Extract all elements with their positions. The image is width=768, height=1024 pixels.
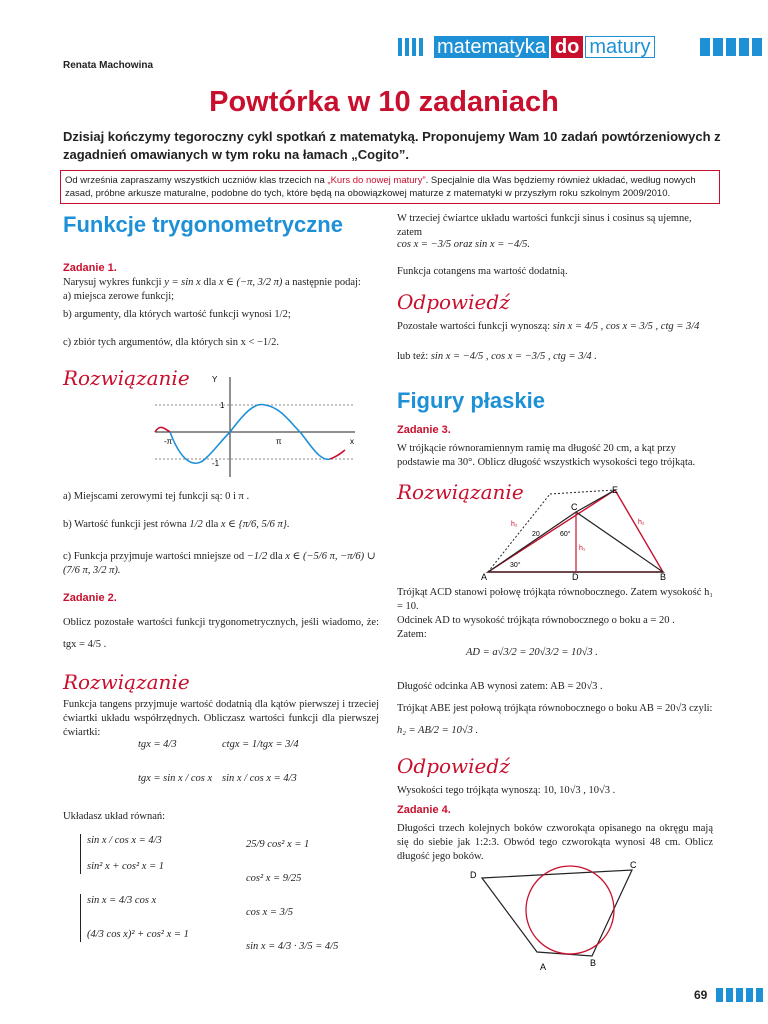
zadanie-4-label: Zadanie 4. <box>397 804 451 816</box>
odp-3-text: Wysokości tego trójkąta wynoszą: 10, 10√3 , 10√3 . <box>397 785 616 796</box>
zadanie-2-solution: Funkcja tangens przyjmuje wartość dodatnią dla kątów pierwszej i trzeciej ćwiartki układu współrzędnych. Obliczasz wartości funkcji dla pierwszej ćwiartki: <box>63 699 379 738</box>
notice-link: „Kurs do nowej matury” <box>327 175 426 186</box>
graph-y-label: Y <box>212 375 218 384</box>
q3-intro: W trzeciej ćwiartce układu wartości funkcji sinus i cosinus są ujemne, zatem <box>397 213 692 238</box>
svg-text:E: E <box>612 485 619 495</box>
intro-text: Dzisiaj kończymy tegoroczny cykl spotkań z matematyką. Proponujemy Wam 10 zadań powtórzeniowych z zagadnień omawianych w tym roku na łamach „Cogito”. <box>63 129 721 162</box>
eq-tgx-def: tgx = sin x / cos x <box>138 773 213 784</box>
svg-text:A: A <box>481 572 488 582</box>
odpowiedz-1: Odpowiedź <box>397 290 510 314</box>
system-1: sin x / cos x = 4/3 sin² x + cos² x = 1 <box>80 834 164 874</box>
rozwiazanie-1: Rozwiązanie <box>63 366 190 390</box>
result-3: cos x = 3/5 <box>246 907 294 918</box>
inscribed-circle <box>526 866 614 954</box>
zadanie-2-label: Zadanie 2. <box>63 592 117 604</box>
q3-cot: Funkcja cotangens ma wartość dodatnią. <box>397 266 568 277</box>
rozwiazanie-2: Rozwiązanie <box>63 670 190 694</box>
page-number: 69 <box>694 988 708 1002</box>
svg-text:A: A <box>540 962 547 972</box>
graph-minus-one: -1 <box>212 459 220 468</box>
z3-solution: Trójkąt ACD stanowi połowę trójkąta równobocznego. Zatem wysokość h₁ = 10. Odcinek AD to wysokość trójkąta równobocznego o boku a = 20 . Zatem: <box>397 587 713 640</box>
uklad-label: Układasz układ równań: <box>63 811 166 822</box>
odpowiedz-3: Odpowiedź <box>397 754 510 778</box>
brand-matematyka: matematyka <box>434 36 549 58</box>
result-2: cos² x = 9/25 <box>246 873 302 884</box>
answers-z1: a) Miejscami zerowymi tej funkcji są: 0 i π . b) Wartość funkcji jest równa 1/2 dla x ∈ {π/6, 5/6 π}. c) Funkcja przyjmuje wartości mniejsze od −1/2 dla x ∈ (−5/6 π, −π/6) ∪ (7/6 π, 3/2 π). <box>63 491 376 576</box>
svg-text:B: B <box>660 572 667 582</box>
triangle-figure <box>478 484 678 582</box>
svg-text:60°: 60° <box>560 531 571 538</box>
rozwiazanie-3: Rozwiązanie <box>397 480 524 504</box>
result-4: sin x = 4/3 · 3/5 = 4/5 <box>246 941 339 952</box>
z3-ad-equation: AD = a√3/2 = 20√3/2 = 10√3 . <box>466 647 598 658</box>
zadanie-3-text: W trójkącie równoramiennym ramię ma długość 20 cm, a kąt przy podstawie ma 30°. Oblicz długość wszystkich wysokości tego trójkąta. <box>397 443 696 468</box>
svg-text:D: D <box>572 572 579 582</box>
sine-graph <box>150 372 370 482</box>
svg-text:D: D <box>470 870 477 880</box>
odp-1-line: Pozostałe wartości funkcji wynoszą: sin x = 4/5 , cos x = 3/5 , ctg = 3/4 <box>397 321 700 332</box>
page-title: Powtórka w 10 zadaniach <box>209 86 559 118</box>
brand-logo <box>434 36 655 58</box>
notice-after: . Specjalnie dla Was będziemy również układać, według nowych zasad, próbne arkusze maturalne, podobne do tych, które będą na obowiązkowej maturze z matematyki w przyszłym roku szkolnym 2009/2010. <box>65 175 696 199</box>
odp-2-line: lub też: sin x = −4/5 , cos x = −3/5 , ctg = 3/4 . <box>397 351 597 362</box>
graph-x-label: x <box>350 437 354 446</box>
svg-text:C: C <box>571 502 578 512</box>
system-2: sin x = 4/3 cos x (4/3 cos x)² + cos² x = 1 <box>80 894 189 942</box>
graph-pi: π <box>276 437 282 446</box>
eq-ratio: sin x / cos x = 4/3 <box>222 773 297 784</box>
height-h2 <box>488 494 550 572</box>
svg-text:20: 20 <box>532 531 540 538</box>
q3-equation: cos x = −3/5 oraz sin x = −4/5. <box>397 239 531 250</box>
svg-text:B: B <box>590 958 597 968</box>
zadanie-3-label: Zadanie 3. <box>397 424 451 436</box>
result-1: 25/9 cos² x = 1 <box>246 839 310 850</box>
svg-text:30°: 30° <box>510 562 521 569</box>
eq-tgx: tgx = 4/3 <box>138 739 177 750</box>
header-decor-bars <box>398 38 432 56</box>
graph-minus-pi: -π <box>164 437 173 446</box>
quadrilateral-figure <box>462 858 652 976</box>
z3-abe: Trójkąt ABE jest połową trójkąta równobocznego o boku AB = 20√3 czyli: <box>397 703 713 714</box>
zadanie-2-text: Oblicz pozostałe wartości funkcji trygonometrycznych, jeśli wiadomo, że: tgx = 4/5 . <box>63 617 379 650</box>
header-decor-bars-right <box>700 38 764 56</box>
svg-text:h₂: h₂ <box>638 519 645 526</box>
z3-ab: Długość odcinka AB wynosi zatem: AB = 20√3 . <box>397 681 603 692</box>
author-name: Renata Machowina <box>63 60 154 71</box>
footer-decor-bars <box>716 988 764 1002</box>
svg-text:h₂: h₂ <box>511 521 518 528</box>
brand-matury: matury <box>585 36 654 58</box>
z3-h2: h₂ = AB/2 = 10√3 . <box>397 725 479 736</box>
sine-curve <box>170 404 330 463</box>
svg-text:C: C <box>630 860 637 870</box>
zadanie-1-text: Narysuj wykres funkcji y = sin x dla x ∈ (−π, 3/2 π) a następnie podaj: a) miejsca zerowe funkcji; b) argumenty, dla których wartość funkcji wynosi 1/2; c) zbiór tych argumentów, dla których sin x < −1/2. <box>63 277 361 348</box>
zadanie-1-label: Zadanie 1. <box>63 262 117 274</box>
quadrilateral <box>482 870 632 956</box>
graph-one: 1 <box>220 401 225 410</box>
brand-do: do <box>551 36 583 58</box>
zadanie-4-text: Długości trzech kolejnych boków czworokąta opisanego na okręgu mają się do siebie jak 1:2:3. Obwód tego czworokąta wynosi 48 cm. Oblicz długość jego boków. <box>397 823 713 862</box>
svg-text:h₁: h₁ <box>579 545 586 552</box>
section-title-trig: Funkcje trygonometryczne <box>63 212 343 237</box>
notice-box <box>60 170 720 204</box>
eq-ctgx: ctgx = 1/tgx = 3/4 <box>222 739 299 750</box>
section-title-figury: Figury płaskie <box>397 388 545 413</box>
notice-before: Od września zapraszamy wszystkich uczniów klas trzecich na <box>65 175 328 186</box>
